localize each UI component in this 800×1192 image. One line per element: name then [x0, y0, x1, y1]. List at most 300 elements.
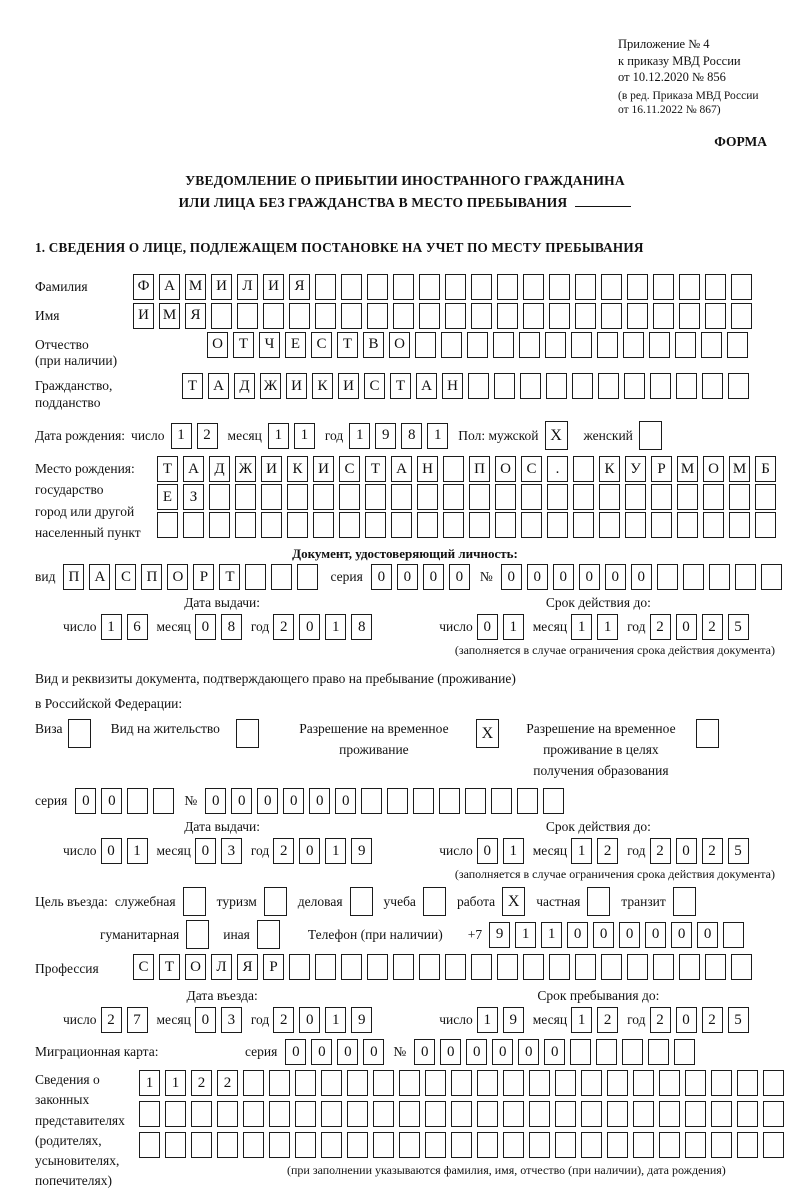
char-cell[interactable] — [321, 1132, 342, 1158]
birth-year-input[interactable] — [349, 423, 448, 449]
char-cell[interactable] — [467, 332, 488, 358]
char-cell[interactable] — [191, 1101, 212, 1127]
char-cell[interactable]: 0 — [544, 1039, 565, 1065]
char-cell[interactable] — [571, 332, 592, 358]
char-cell[interactable]: 0 — [567, 922, 588, 948]
char-cell[interactable]: Т — [159, 954, 180, 980]
char-cell[interactable] — [315, 274, 336, 300]
char-cell[interactable] — [399, 1132, 420, 1158]
char-cell[interactable]: 0 — [518, 1039, 539, 1065]
char-cell[interactable] — [415, 332, 436, 358]
char-cell[interactable]: 0 — [299, 1007, 320, 1033]
char-cell[interactable] — [425, 1070, 446, 1096]
char-cell[interactable] — [659, 1101, 680, 1127]
doc-valid-day-input[interactable] — [477, 614, 524, 640]
char-cell[interactable] — [523, 303, 544, 329]
char-cell[interactable] — [573, 512, 594, 538]
char-cell[interactable]: 0 — [414, 1039, 435, 1065]
char-cell[interactable]: 2 — [597, 838, 618, 864]
char-cell[interactable]: 0 — [101, 838, 122, 864]
char-cell[interactable] — [211, 303, 232, 329]
checkbox-cell[interactable]: X — [476, 719, 499, 748]
char-cell[interactable] — [575, 303, 596, 329]
char-cell[interactable] — [399, 1101, 420, 1127]
char-cell[interactable]: 0 — [371, 564, 392, 590]
char-cell[interactable] — [546, 373, 567, 399]
char-cell[interactable]: 5 — [728, 838, 749, 864]
checkbox-cell[interactable] — [236, 719, 259, 748]
char-cell[interactable]: М — [159, 303, 180, 329]
char-cell[interactable] — [607, 1132, 628, 1158]
char-cell[interactable]: 1 — [597, 614, 618, 640]
char-cell[interactable]: 2 — [273, 1007, 294, 1033]
char-cell[interactable] — [702, 373, 723, 399]
char-cell[interactable] — [599, 484, 620, 510]
char-cell[interactable]: 2 — [191, 1070, 212, 1096]
char-cell[interactable] — [520, 373, 541, 399]
char-cell[interactable] — [729, 512, 750, 538]
char-cell[interactable]: С — [133, 954, 154, 980]
purpose-tourism-checkbox[interactable] — [264, 887, 287, 916]
char-cell[interactable]: 1 — [171, 423, 192, 449]
char-cell[interactable] — [443, 512, 464, 538]
entry-year-input[interactable] — [273, 1007, 372, 1033]
char-cell[interactable] — [701, 332, 722, 358]
char-cell[interactable]: 2 — [273, 838, 294, 864]
char-cell[interactable]: Т — [365, 456, 386, 482]
char-cell[interactable] — [295, 1101, 316, 1127]
char-cell[interactable] — [597, 332, 618, 358]
char-cell[interactable] — [269, 1101, 290, 1127]
char-cell[interactable]: Т — [157, 456, 178, 482]
char-cell[interactable]: А — [159, 274, 180, 300]
char-cell[interactable] — [523, 274, 544, 300]
char-cell[interactable] — [393, 274, 414, 300]
char-cell[interactable] — [341, 303, 362, 329]
representatives-input-row3[interactable] — [139, 1132, 784, 1158]
char-cell[interactable]: Ф — [133, 274, 154, 300]
char-cell[interactable]: 1 — [515, 922, 536, 948]
purpose-transit-checkbox[interactable] — [673, 887, 696, 916]
char-cell[interactable] — [321, 1101, 342, 1127]
char-cell[interactable] — [471, 303, 492, 329]
char-cell[interactable]: 1 — [101, 614, 122, 640]
doc-number-input[interactable] — [501, 564, 782, 590]
char-cell[interactable] — [139, 1101, 160, 1127]
residence-valid-year-input[interactable] — [650, 838, 749, 864]
visa-checkbox[interactable] — [68, 719, 91, 748]
char-cell[interactable]: С — [521, 456, 542, 482]
char-cell[interactable]: Я — [237, 954, 258, 980]
char-cell[interactable]: 1 — [268, 423, 289, 449]
char-cell[interactable] — [419, 303, 440, 329]
char-cell[interactable] — [675, 332, 696, 358]
char-cell[interactable]: 0 — [605, 564, 626, 590]
char-cell[interactable]: О — [703, 456, 724, 482]
doc-series-input[interactable] — [371, 564, 470, 590]
char-cell[interactable] — [469, 512, 490, 538]
char-cell[interactable]: 9 — [489, 922, 510, 948]
char-cell[interactable]: 0 — [335, 788, 356, 814]
profession-input[interactable] — [133, 954, 752, 980]
char-cell[interactable] — [469, 484, 490, 510]
char-cell[interactable]: И — [211, 274, 232, 300]
char-cell[interactable] — [737, 1101, 758, 1127]
char-cell[interactable]: 0 — [593, 922, 614, 948]
char-cell[interactable]: З — [183, 484, 204, 510]
char-cell[interactable] — [367, 303, 388, 329]
char-cell[interactable]: С — [339, 456, 360, 482]
char-cell[interactable]: 7 — [127, 1007, 148, 1033]
char-cell[interactable] — [649, 332, 670, 358]
char-cell[interactable]: М — [677, 456, 698, 482]
char-cell[interactable]: 6 — [127, 614, 148, 640]
char-cell[interactable] — [627, 303, 648, 329]
patronymic-input[interactable] — [207, 332, 748, 358]
checkbox-cell[interactable] — [350, 887, 373, 916]
stay-until-day-input[interactable] — [477, 1007, 524, 1033]
char-cell[interactable]: П — [63, 564, 84, 590]
char-cell[interactable] — [295, 1070, 316, 1096]
char-cell[interactable] — [703, 512, 724, 538]
char-cell[interactable] — [521, 484, 542, 510]
purpose-official-checkbox[interactable] — [183, 887, 206, 916]
char-cell[interactable]: 0 — [257, 788, 278, 814]
char-cell[interactable] — [703, 484, 724, 510]
char-cell[interactable]: 0 — [423, 564, 444, 590]
char-cell[interactable] — [465, 788, 486, 814]
char-cell[interactable]: 0 — [619, 922, 640, 948]
char-cell[interactable]: 0 — [363, 1039, 384, 1065]
char-cell[interactable] — [519, 332, 540, 358]
checkbox-cell[interactable]: X — [545, 421, 568, 450]
phone-input[interactable] — [489, 922, 744, 948]
char-cell[interactable]: 0 — [527, 564, 548, 590]
char-cell[interactable] — [315, 954, 336, 980]
char-cell[interactable] — [165, 1101, 186, 1127]
char-cell[interactable] — [529, 1132, 550, 1158]
char-cell[interactable] — [755, 484, 776, 510]
char-cell[interactable] — [627, 274, 648, 300]
char-cell[interactable]: 0 — [101, 788, 122, 814]
char-cell[interactable] — [685, 1132, 706, 1158]
char-cell[interactable] — [497, 274, 518, 300]
representatives-input-row1[interactable] — [139, 1070, 784, 1096]
char-cell[interactable] — [387, 788, 408, 814]
char-cell[interactable] — [417, 512, 438, 538]
char-cell[interactable]: Н — [442, 373, 463, 399]
char-cell[interactable] — [443, 484, 464, 510]
char-cell[interactable] — [622, 1039, 643, 1065]
char-cell[interactable]: 1 — [571, 838, 592, 864]
char-cell[interactable] — [341, 954, 362, 980]
birth-day-input[interactable] — [171, 423, 218, 449]
char-cell[interactable]: 1 — [503, 614, 524, 640]
char-cell[interactable]: П — [141, 564, 162, 590]
char-cell[interactable] — [347, 1132, 368, 1158]
char-cell[interactable] — [413, 788, 434, 814]
char-cell[interactable] — [676, 373, 697, 399]
checkbox-cell[interactable] — [423, 887, 446, 916]
residence-issue-day-input[interactable] — [101, 838, 148, 864]
char-cell[interactable]: К — [599, 456, 620, 482]
char-cell[interactable]: М — [729, 456, 750, 482]
char-cell[interactable]: 9 — [351, 1007, 372, 1033]
char-cell[interactable] — [495, 484, 516, 510]
checkbox-cell[interactable] — [183, 887, 206, 916]
checkbox-cell[interactable]: X — [502, 887, 525, 916]
char-cell[interactable] — [633, 1070, 654, 1096]
char-cell[interactable] — [261, 484, 282, 510]
char-cell[interactable]: Р — [193, 564, 214, 590]
char-cell[interactable] — [393, 954, 414, 980]
char-cell[interactable]: 0 — [195, 1007, 216, 1033]
char-cell[interactable]: 0 — [697, 922, 718, 948]
char-cell[interactable]: 0 — [397, 564, 418, 590]
char-cell[interactable] — [581, 1132, 602, 1158]
checkbox-cell[interactable] — [68, 719, 91, 748]
char-cell[interactable] — [653, 274, 674, 300]
char-cell[interactable] — [393, 303, 414, 329]
char-cell[interactable]: 2 — [702, 614, 723, 640]
char-cell[interactable] — [517, 788, 538, 814]
char-cell[interactable]: Л — [211, 954, 232, 980]
char-cell[interactable] — [723, 922, 744, 948]
char-cell[interactable] — [570, 1039, 591, 1065]
char-cell[interactable] — [339, 484, 360, 510]
char-cell[interactable] — [731, 303, 752, 329]
char-cell[interactable]: 2 — [197, 423, 218, 449]
char-cell[interactable] — [705, 303, 726, 329]
char-cell[interactable]: . — [547, 456, 568, 482]
char-cell[interactable] — [549, 303, 570, 329]
residence-series-input[interactable] — [75, 788, 174, 814]
char-cell[interactable] — [685, 1070, 706, 1096]
char-cell[interactable] — [341, 274, 362, 300]
char-cell[interactable]: 1 — [427, 423, 448, 449]
char-cell[interactable]: 2 — [650, 1007, 671, 1033]
char-cell[interactable] — [573, 484, 594, 510]
purpose-business-checkbox[interactable] — [350, 887, 373, 916]
char-cell[interactable] — [727, 332, 748, 358]
char-cell[interactable]: 0 — [477, 838, 498, 864]
migration-series-input[interactable] — [285, 1039, 384, 1065]
doc-issue-day-input[interactable] — [101, 614, 148, 640]
char-cell[interactable] — [596, 1039, 617, 1065]
char-cell[interactable] — [339, 512, 360, 538]
char-cell[interactable]: 8 — [351, 614, 372, 640]
char-cell[interactable] — [737, 1132, 758, 1158]
char-cell[interactable]: О — [495, 456, 516, 482]
char-cell[interactable] — [547, 484, 568, 510]
char-cell[interactable] — [477, 1101, 498, 1127]
char-cell[interactable]: 1 — [127, 838, 148, 864]
char-cell[interactable]: 0 — [553, 564, 574, 590]
char-cell[interactable] — [471, 954, 492, 980]
char-cell[interactable]: И — [263, 274, 284, 300]
char-cell[interactable]: 0 — [309, 788, 330, 814]
char-cell[interactable] — [601, 303, 622, 329]
char-cell[interactable] — [139, 1132, 160, 1158]
char-cell[interactable]: А — [391, 456, 412, 482]
char-cell[interactable]: 0 — [195, 614, 216, 640]
char-cell[interactable] — [373, 1132, 394, 1158]
char-cell[interactable]: 1 — [349, 423, 370, 449]
char-cell[interactable]: И — [313, 456, 334, 482]
char-cell[interactable]: 2 — [597, 1007, 618, 1033]
char-cell[interactable]: Т — [182, 373, 203, 399]
residence-issue-month-input[interactable] — [195, 838, 242, 864]
char-cell[interactable] — [549, 954, 570, 980]
char-cell[interactable] — [683, 564, 704, 590]
char-cell[interactable] — [127, 788, 148, 814]
char-cell[interactable] — [361, 788, 382, 814]
char-cell[interactable]: 0 — [671, 922, 692, 948]
char-cell[interactable] — [391, 484, 412, 510]
char-cell[interactable]: У — [625, 456, 646, 482]
residence-valid-month-input[interactable] — [571, 838, 618, 864]
char-cell[interactable] — [477, 1070, 498, 1096]
char-cell[interactable] — [633, 1132, 654, 1158]
char-cell[interactable] — [494, 373, 515, 399]
char-cell[interactable]: С — [364, 373, 385, 399]
char-cell[interactable]: Т — [233, 332, 254, 358]
char-cell[interactable]: О — [389, 332, 410, 358]
char-cell[interactable] — [497, 303, 518, 329]
char-cell[interactable] — [572, 373, 593, 399]
char-cell[interactable]: М — [185, 274, 206, 300]
char-cell[interactable] — [373, 1101, 394, 1127]
char-cell[interactable]: О — [207, 332, 228, 358]
birth-month-input[interactable] — [268, 423, 315, 449]
char-cell[interactable] — [495, 512, 516, 538]
char-cell[interactable] — [648, 1039, 669, 1065]
entry-day-input[interactable] — [101, 1007, 148, 1033]
char-cell[interactable]: В — [363, 332, 384, 358]
char-cell[interactable] — [711, 1070, 732, 1096]
char-cell[interactable] — [441, 332, 462, 358]
char-cell[interactable] — [728, 373, 749, 399]
char-cell[interactable] — [367, 274, 388, 300]
char-cell[interactable]: 0 — [283, 788, 304, 814]
char-cell[interactable]: И — [286, 373, 307, 399]
stay-until-month-input[interactable] — [571, 1007, 618, 1033]
char-cell[interactable] — [497, 954, 518, 980]
char-cell[interactable] — [477, 1132, 498, 1158]
given-name-input[interactable] — [133, 303, 752, 329]
char-cell[interactable] — [601, 274, 622, 300]
char-cell[interactable]: 2 — [702, 838, 723, 864]
char-cell[interactable]: 0 — [299, 838, 320, 864]
char-cell[interactable] — [685, 1101, 706, 1127]
char-cell[interactable] — [601, 954, 622, 980]
char-cell[interactable]: 1 — [165, 1070, 186, 1096]
char-cell[interactable] — [651, 484, 672, 510]
char-cell[interactable]: Б — [755, 456, 776, 482]
char-cell[interactable]: 0 — [501, 564, 522, 590]
char-cell[interactable] — [598, 373, 619, 399]
residence-issue-year-input[interactable] — [273, 838, 372, 864]
char-cell[interactable] — [165, 1132, 186, 1158]
char-cell[interactable] — [235, 484, 256, 510]
char-cell[interactable] — [523, 954, 544, 980]
residence-valid-day-input[interactable] — [477, 838, 524, 864]
char-cell[interactable] — [674, 1039, 695, 1065]
char-cell[interactable]: И — [261, 456, 282, 482]
char-cell[interactable]: 8 — [401, 423, 422, 449]
char-cell[interactable]: И — [338, 373, 359, 399]
char-cell[interactable] — [653, 303, 674, 329]
char-cell[interactable] — [599, 512, 620, 538]
char-cell[interactable] — [677, 484, 698, 510]
char-cell[interactable] — [581, 1070, 602, 1096]
temp-residence-checkbox[interactable] — [476, 719, 499, 748]
doc-valid-month-input[interactable] — [571, 614, 618, 640]
char-cell[interactable]: 1 — [503, 838, 524, 864]
char-cell[interactable] — [657, 564, 678, 590]
char-cell[interactable] — [607, 1101, 628, 1127]
char-cell[interactable] — [321, 1070, 342, 1096]
sex-female-checkbox[interactable] — [639, 421, 662, 450]
char-cell[interactable] — [659, 1070, 680, 1096]
char-cell[interactable]: 0 — [676, 614, 697, 640]
char-cell[interactable] — [425, 1132, 446, 1158]
char-cell[interactable]: 9 — [351, 838, 372, 864]
checkbox-cell[interactable] — [673, 887, 696, 916]
char-cell[interactable]: 0 — [231, 788, 252, 814]
char-cell[interactable] — [269, 1070, 290, 1096]
char-cell[interactable]: 9 — [503, 1007, 524, 1033]
char-cell[interactable]: Т — [337, 332, 358, 358]
char-cell[interactable]: 1 — [325, 838, 346, 864]
char-cell[interactable] — [503, 1070, 524, 1096]
char-cell[interactable]: 2 — [650, 838, 671, 864]
char-cell[interactable] — [650, 373, 671, 399]
char-cell[interactable] — [555, 1101, 576, 1127]
char-cell[interactable] — [729, 484, 750, 510]
char-cell[interactable] — [399, 1070, 420, 1096]
char-cell[interactable]: Ч — [259, 332, 280, 358]
char-cell[interactable] — [261, 512, 282, 538]
char-cell[interactable]: С — [115, 564, 136, 590]
doc-issue-month-input[interactable] — [195, 614, 242, 640]
char-cell[interactable] — [439, 788, 460, 814]
migration-number-input[interactable] — [414, 1039, 695, 1065]
char-cell[interactable] — [315, 303, 336, 329]
char-cell[interactable]: 2 — [650, 614, 671, 640]
char-cell[interactable] — [347, 1101, 368, 1127]
doc-issue-year-input[interactable] — [273, 614, 372, 640]
entry-month-input[interactable] — [195, 1007, 242, 1033]
char-cell[interactable] — [493, 332, 514, 358]
char-cell[interactable]: 0 — [579, 564, 600, 590]
char-cell[interactable] — [547, 512, 568, 538]
char-cell[interactable] — [627, 954, 648, 980]
char-cell[interactable] — [731, 274, 752, 300]
char-cell[interactable] — [209, 484, 230, 510]
char-cell[interactable] — [445, 303, 466, 329]
char-cell[interactable]: 1 — [325, 614, 346, 640]
char-cell[interactable] — [549, 274, 570, 300]
char-cell[interactable] — [287, 512, 308, 538]
char-cell[interactable]: Ж — [260, 373, 281, 399]
char-cell[interactable] — [679, 274, 700, 300]
char-cell[interactable]: 0 — [645, 922, 666, 948]
checkbox-cell[interactable] — [696, 719, 719, 748]
residence-permit-checkbox[interactable] — [236, 719, 259, 748]
char-cell[interactable]: 0 — [205, 788, 226, 814]
char-cell[interactable] — [425, 1101, 446, 1127]
